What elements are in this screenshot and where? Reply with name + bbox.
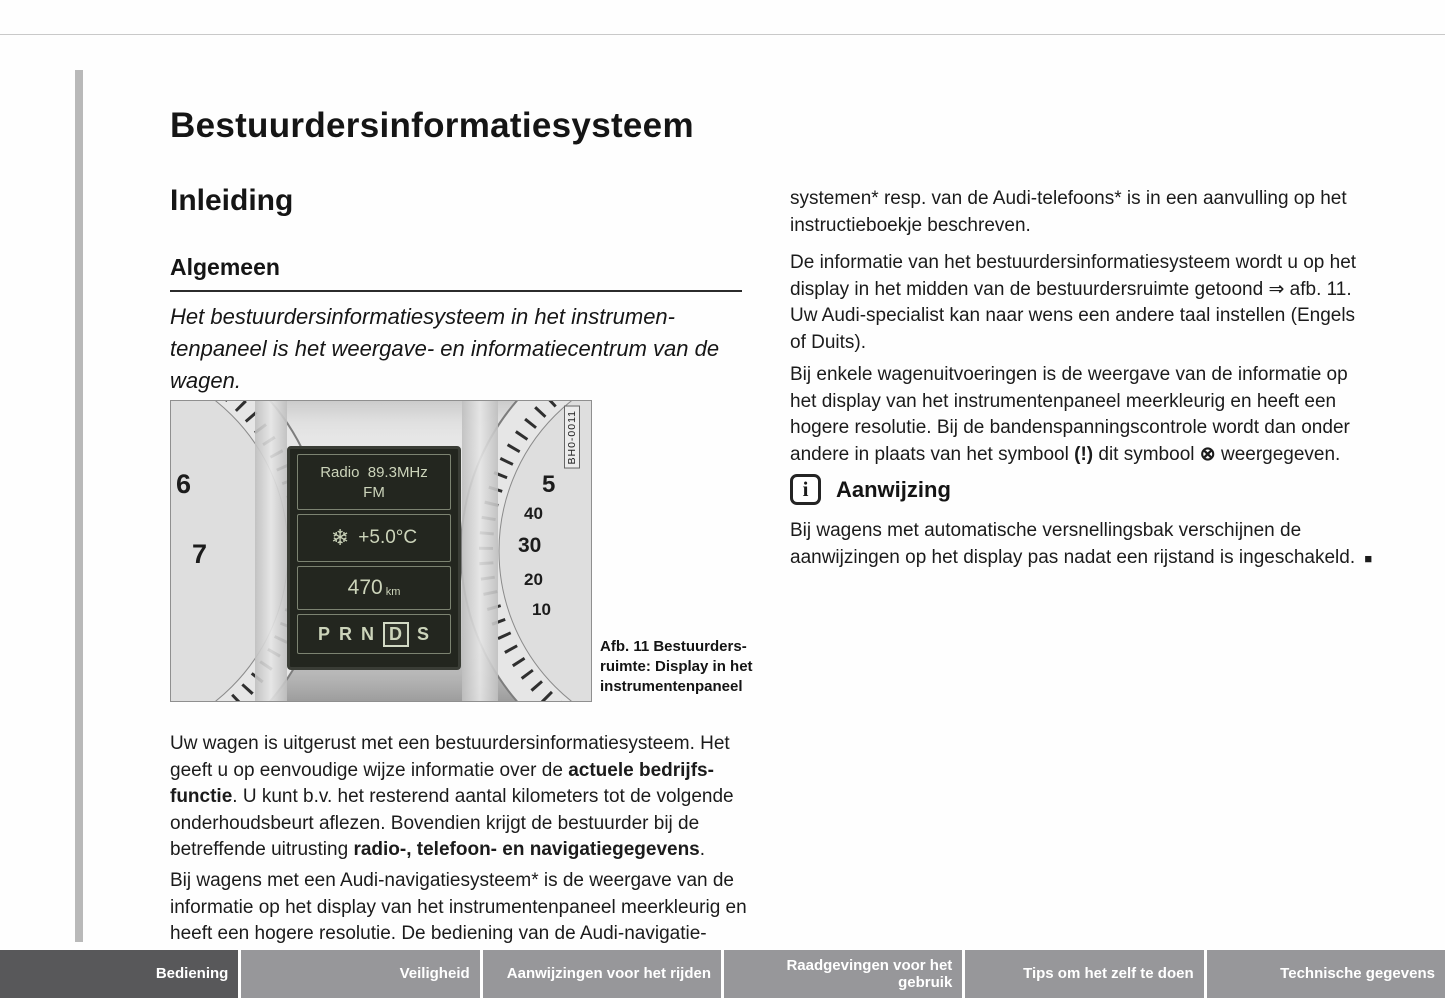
display-range-value: 470 xyxy=(347,576,383,599)
note-title: Aanwijzing xyxy=(836,476,951,502)
footer-tab-label: Technische gegevens xyxy=(1280,965,1435,983)
display-radio-station: Radio 89.3MHz xyxy=(320,463,428,481)
display-range-unit: km xyxy=(385,585,401,598)
speedometer-tick: 20 xyxy=(524,570,543,589)
body-paragraph: De informatie van het bestuurdersinformatiesysteem wordt u op het display in het midden van de bestuurdersruimte getoond ⇒ afb. 11. Uw Audi-specialist kan naar wens een andere taal instellen (Engels of Duits). xyxy=(790,252,1357,353)
left-margin-bar xyxy=(75,70,83,942)
subsection-heading: Algemeen xyxy=(170,254,280,280)
footer-tab-aanwijzingen[interactable] xyxy=(483,950,721,998)
footer-tab-raadgevingen[interactable] xyxy=(724,950,962,998)
display-range-section xyxy=(297,566,451,610)
tachometer-tick: 7 xyxy=(192,539,208,569)
footer-tab-label: Veiligheid xyxy=(399,965,470,983)
top-divider xyxy=(0,34,1445,35)
info-icon: i xyxy=(790,474,821,505)
footer-tab-technische-gegevens[interactable] xyxy=(1207,950,1445,998)
speedometer-tick: 30 xyxy=(518,534,542,557)
figure-reference-code: BH0-0011 xyxy=(564,406,580,469)
footer-nav xyxy=(0,950,1445,998)
display-radio-band: FM xyxy=(363,483,385,501)
display-radio-section xyxy=(297,454,451,510)
section-heading: Inleiding xyxy=(170,184,294,217)
figure-caption: Afb. 11 Bestuurders-ruimte: Display in het instrumentenpaneel xyxy=(600,638,753,695)
gear-letter: R xyxy=(339,623,353,644)
instrument-cluster-figure xyxy=(170,400,592,702)
display-temperature: +5.0°C xyxy=(358,527,418,548)
display-temperature-section xyxy=(297,514,451,562)
footer-tab-label: Aanwijzingen voor het rijden xyxy=(506,965,711,983)
page-title: Bestuurdersinformatiesysteem xyxy=(170,106,694,145)
body-paragraph: systemen* resp. van de Audi-telefoons* is in een aanvulling op het instructieboekje beschreven. xyxy=(790,188,1347,236)
gear-letter: S xyxy=(417,623,431,644)
gear-selector-indicator xyxy=(297,614,451,654)
subsection-rule xyxy=(170,290,742,292)
body-paragraph: Bij enkele wagenuitvoeringen is de weergave van de informatie op het display van het instrumentenpaneel meerkleurig en heeft een hogere resolutie. Bij de bandenspanningscontrole wordt dan onder andere in plaats van het symbool (!) dit symbool ⊗ weergegeven. xyxy=(790,364,1350,465)
footer-tab-bediening[interactable] xyxy=(0,950,238,998)
body-paragraph: Bij wagens met een Audi-navigatiesysteem* is de weergave van de informatie op het display van het instrumentenpaneel meerkleurig en heeft een hogere resolutie. De bediening van de Audi-navigatie- xyxy=(170,870,747,945)
speedometer-tick: 40 xyxy=(524,504,543,523)
gear-letter: P xyxy=(317,623,331,644)
note-body: Bij wagens met automatische versnellingsbak verschijnen de aanwijzingen op het display pas nadat een rijstand is ingeschakeld. ■ xyxy=(790,520,1373,568)
lead-paragraph: Het bestuurdersinformatiesysteem in het instrumen-tenpaneel is het weergave- en informatiecentrum van de wagen. xyxy=(170,304,720,393)
footer-tab-label: Bediening xyxy=(155,965,229,983)
cluster-display xyxy=(287,446,461,670)
body-paragraph: Uw wagen is uitgerust met een bestuurdersinformatiesysteem. Het geeft u op eenvoudige wijze informatie over de actuele bedrijfs-functie. U kunt b.v. het resterend aantal kilometers tot de volgende onderhoudsbeurt aflezen. Bovendien krijgt de bestuurder bij de betreffende uitrusting radio-, telefoon- en navigatiegegevens. xyxy=(170,733,734,861)
footer-tab-label: Tips om het zelf te doen xyxy=(1023,965,1194,983)
gear-letter-active: D xyxy=(383,622,409,647)
footer-tab-label: Raadgevingen voor het gebruik xyxy=(786,956,953,991)
tachometer-tick: 6 xyxy=(176,469,192,499)
cluster-trim-right xyxy=(462,401,498,701)
note-header xyxy=(790,474,951,505)
footer-tab-tips[interactable] xyxy=(965,950,1203,998)
footer-tab-veiligheid[interactable] xyxy=(241,950,479,998)
speedometer-tick: 5 xyxy=(542,471,556,498)
snowflake-icon: ❄ xyxy=(330,525,350,550)
gear-letter: N xyxy=(361,623,375,644)
speedometer-tick: 10 xyxy=(532,600,551,619)
cluster-trim-left xyxy=(255,401,287,701)
